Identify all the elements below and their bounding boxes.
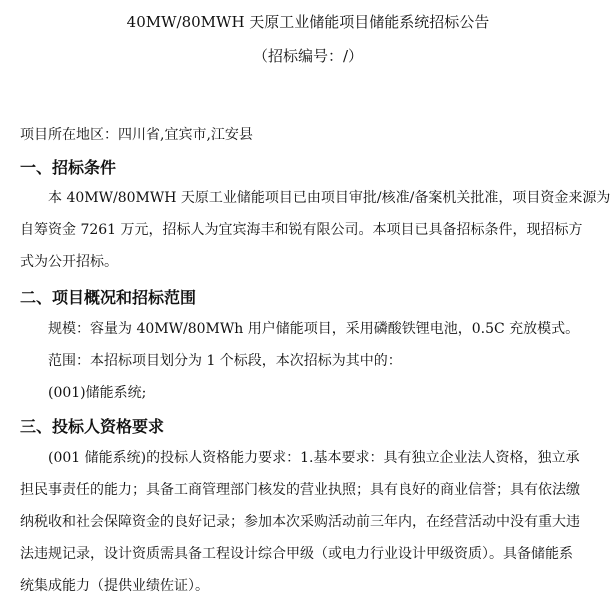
project-location: 项目所在地区：四川省,宜宾市,江安县: [20, 127, 253, 143]
paragraph-line: 纳税收和社会保障资金的良好记录；参加本次采购活动前三年内，在经营活动中没有重大违: [20, 514, 580, 530]
paragraph-line: 自筹资金 7261 万元，招标人为宜宾海丰和锐有限公司。本项目已具备招标条件，现招标方: [20, 222, 583, 238]
document-title: 40MW/80MWH 天原工业储能项目储能系统招标公告: [126, 13, 490, 31]
paragraph-line: 统集成能力（提供业绩佐证）。: [20, 578, 209, 594]
section-heading-project-overview: 二、项目概况和招标范围: [20, 288, 197, 307]
paragraph-line: 式为公开招标。: [20, 254, 118, 270]
paragraph-line: (001)储能系统;: [48, 385, 147, 401]
paragraph-line: 本 40MW/80MWH 天原工业储能项目已由项目审批/核准/备案机关批准，项目资金来源为: [48, 190, 611, 206]
paragraph-line: (001 储能系统)的投标人资格能力要求：1.基本要求：具有独立企业法人资格，独立承: [48, 450, 580, 466]
paragraph-line: 担民事责任的能力；具备工商管理部门核发的营业执照；具有良好的商业信誉；具有依法缴: [20, 482, 580, 498]
paragraph-line: 范围：本招标项目划分为 1 个标段，本次招标为其中的：: [48, 353, 402, 369]
section-heading-bid-conditions: 一、招标条件: [20, 158, 117, 177]
paragraph-line: 法违规记录，设计资质需具备工程设计综合甲级（或电力行业设计甲级资质）。具备储能系: [20, 546, 573, 562]
paragraph-line: 规模：容量为 40MW/80MWh 用户储能项目，采用磷酸铁锂电池，0.5C 充放模式。: [48, 321, 580, 337]
bid-number: （招标编号：/）: [252, 47, 364, 65]
section-heading-qualification: 三、投标人资格要求: [20, 417, 165, 436]
